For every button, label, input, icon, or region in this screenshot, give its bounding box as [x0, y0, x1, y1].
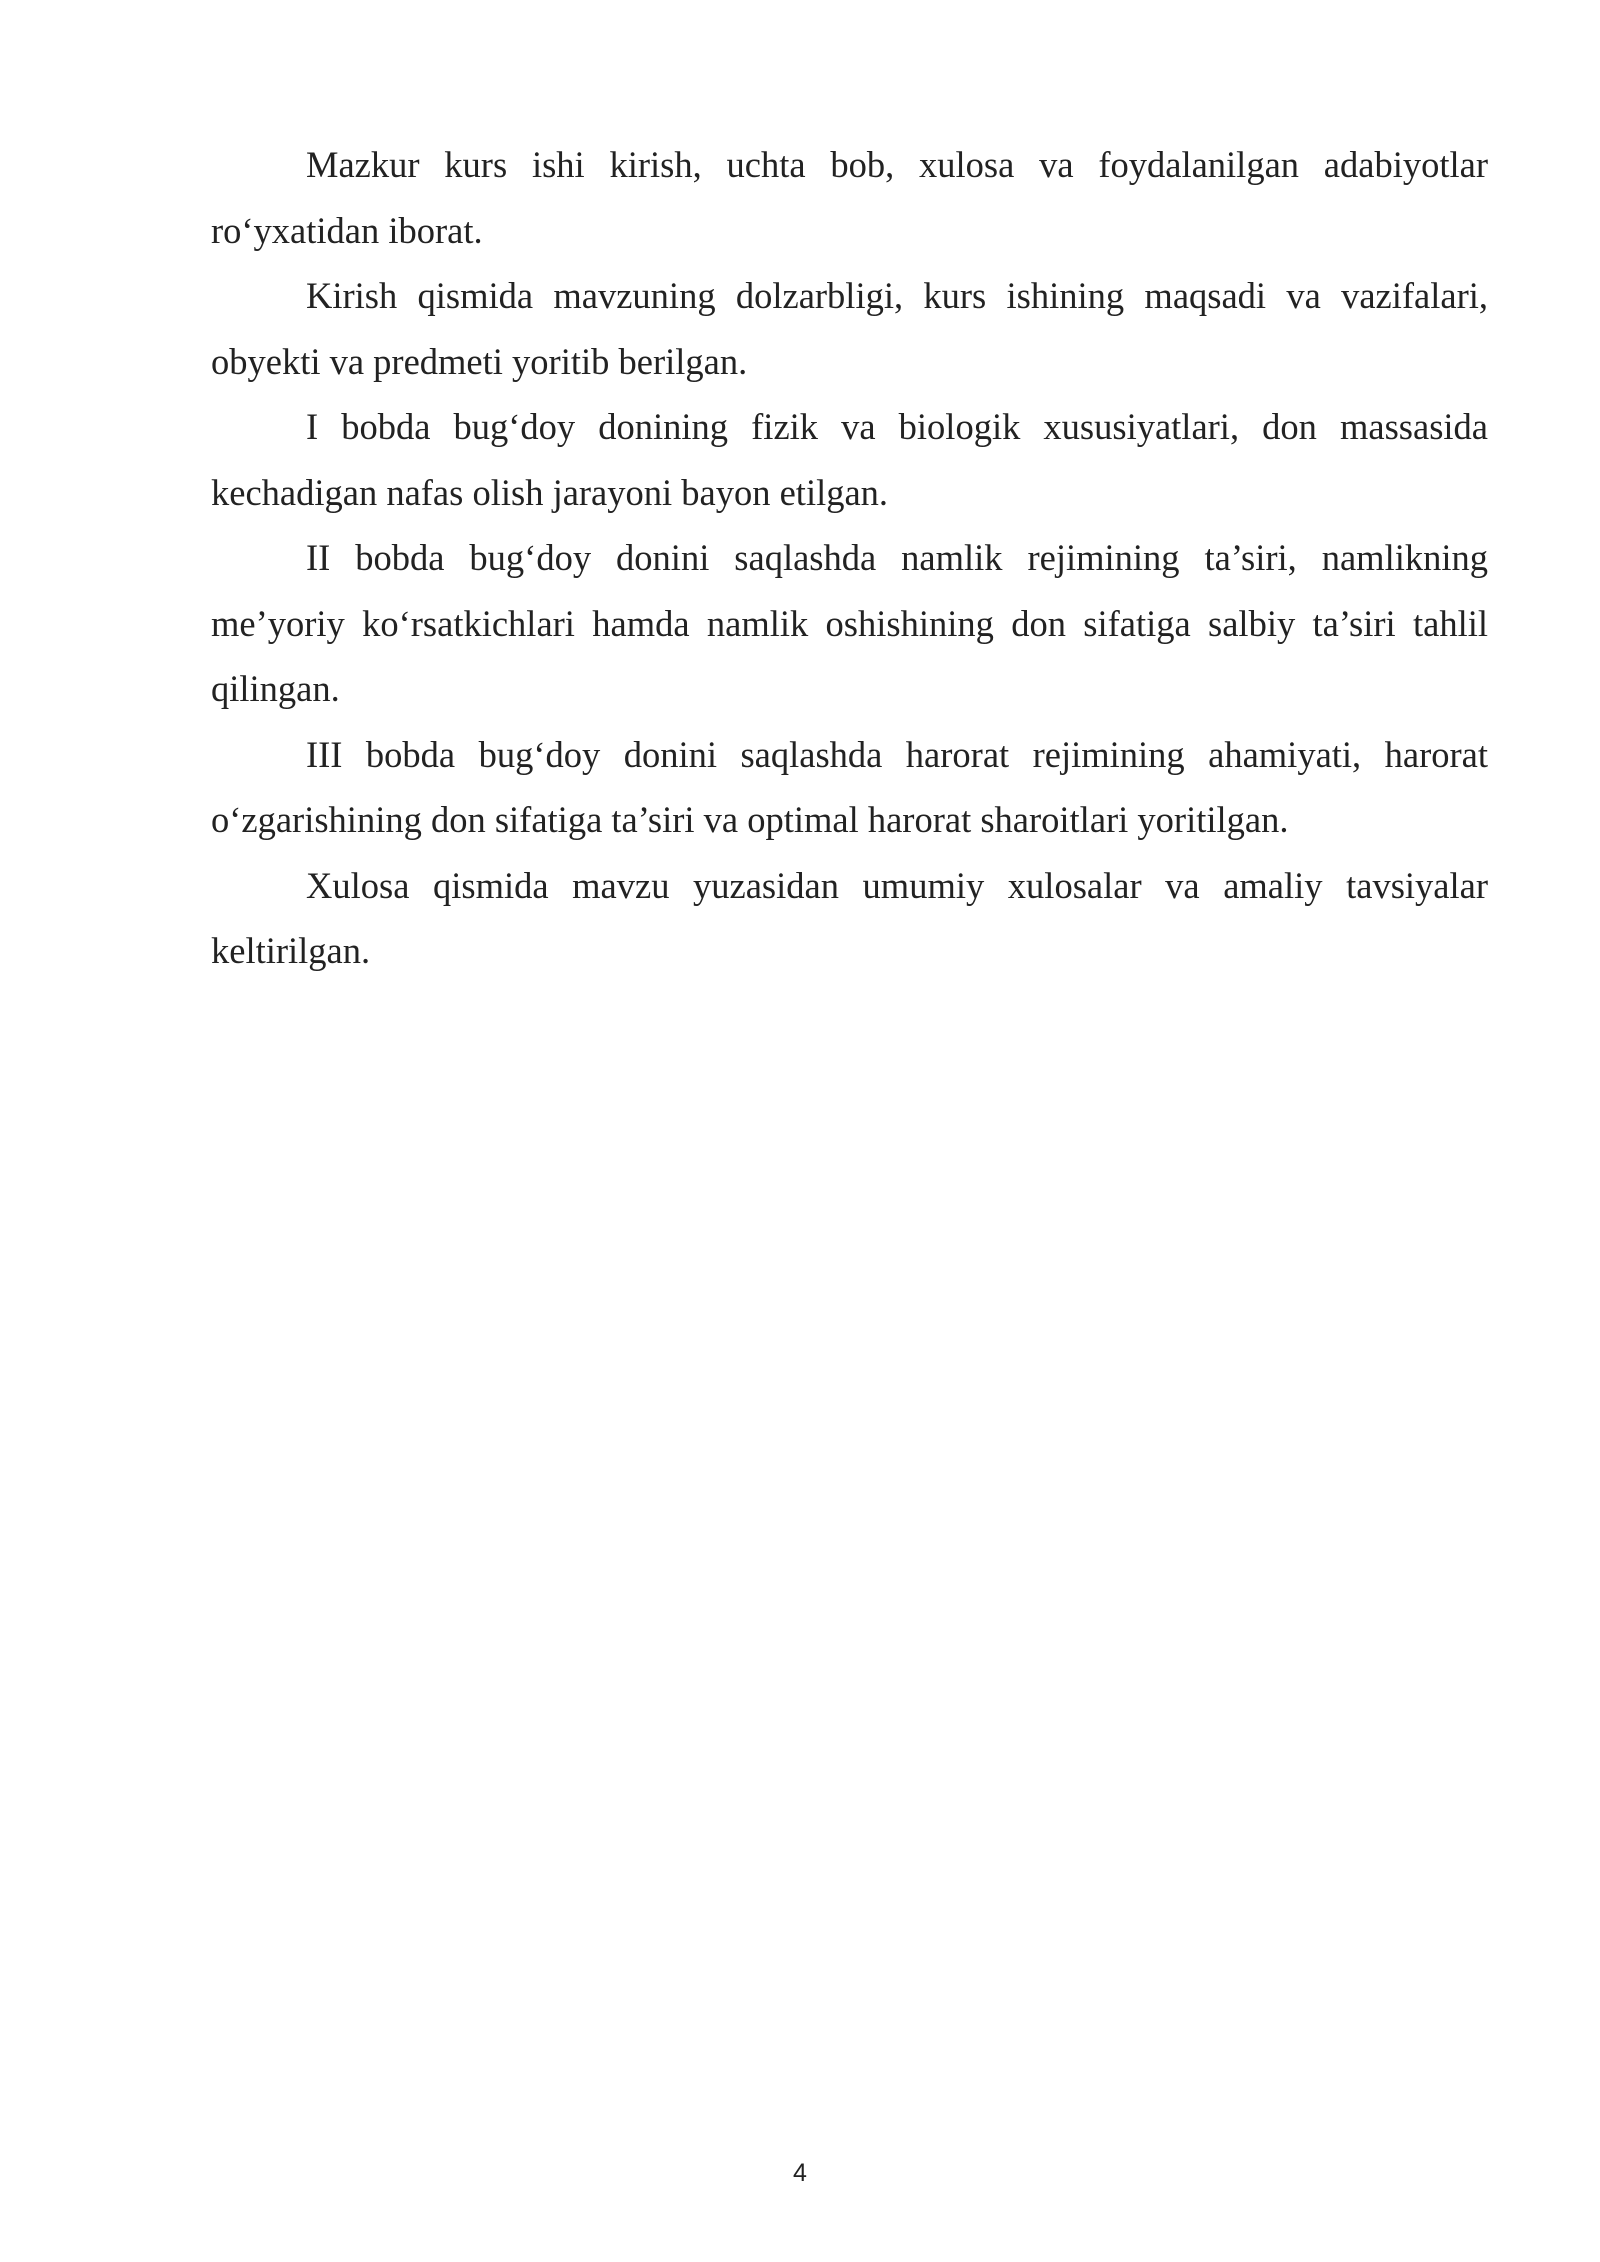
body-text: [211, 132, 1488, 984]
page-number: 4: [793, 2159, 807, 2187]
paragraph-conclusion: Xulosa qismida mavzu yuzasidan umumiy xulosalar va amaliy tavsiyalar keltirilgan.: [211, 864, 1488, 971]
paragraph-introduction: Kirish qismida mavzuning dolzarbligi, kurs ishining maqsadi va vazifalari, obyekti va predmeti yoritib berilgan.: [211, 275, 1488, 382]
paragraph-chapter-3: III bobda bug‘doy donini saqlashda harorat rejimining ahamiyati, harorat o‘zgarishining don sifatiga ta’siri va optimal harorat sharoitlari yoritilgan.: [211, 733, 1488, 840]
paragraph-structure: Mazkur kurs ishi kirish, uchta bob, xulosa va foydalanilgan adabiyotlar ro‘yxatidan iborat.: [211, 144, 1488, 251]
paragraph-chapter-2: II bobda bug‘doy donini saqlashda namlik rejimining ta’siri, namlikning me’yoriy ko‘rsatkichlari hamda namlik oshishining don sifatiga salbiy ta’siri tahlil qilingan.: [211, 537, 1488, 709]
paragraph-chapter-1: I bobda bug‘doy donining fizik va biologik xususiyatlari, don massasida kechadigan nafas olish jarayoni bayon etilgan.: [211, 406, 1488, 513]
